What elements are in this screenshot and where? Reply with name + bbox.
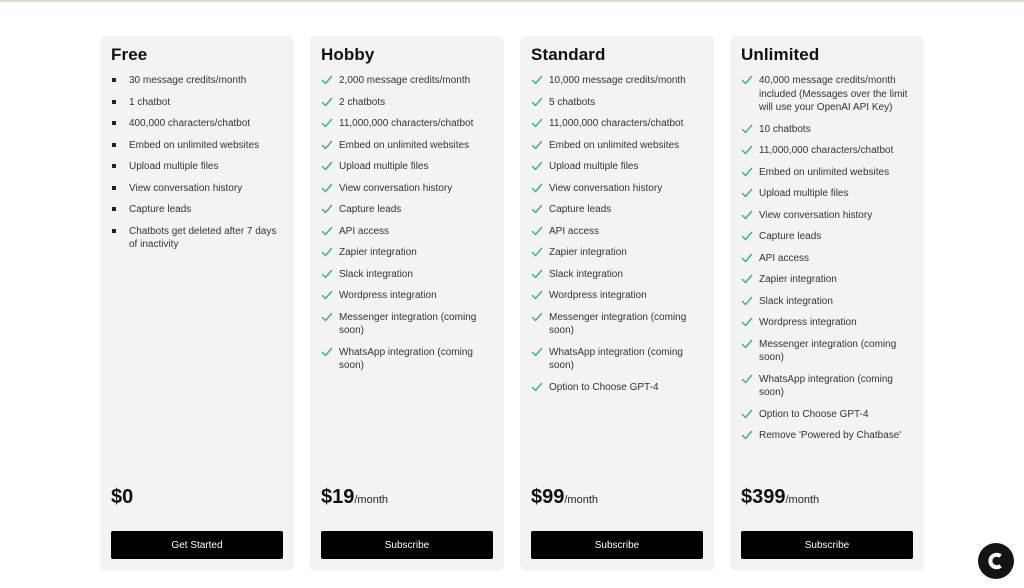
feature-text: 2 chatbots xyxy=(339,96,386,108)
price-period: /month xyxy=(354,494,389,506)
feature-text: WhatsApp integration (coming soon) xyxy=(759,373,893,398)
top-divider xyxy=(0,0,1024,2)
check-icon xyxy=(321,203,333,215)
check-icon xyxy=(321,311,333,323)
feature-item xyxy=(321,289,497,303)
check-icon xyxy=(531,160,543,172)
feature-text: Messenger integration (coming soon) xyxy=(549,311,687,336)
plan-card-standard xyxy=(520,36,714,571)
price-amount: $19 xyxy=(321,486,355,508)
feature-text: Upload multiple files xyxy=(129,161,219,172)
feature-text: Embed on unlimited websites xyxy=(129,139,260,151)
feature-item xyxy=(741,166,917,180)
check-icon xyxy=(531,117,543,129)
feature-text: Slack integration xyxy=(759,295,833,307)
feature-text: API access xyxy=(549,225,600,237)
feature-item xyxy=(111,139,287,153)
feature-item xyxy=(111,160,287,174)
feature-text: View conversation history xyxy=(339,182,453,194)
plan-card-free xyxy=(100,36,294,571)
price-period: /month xyxy=(564,494,599,506)
feature-text: 1 chatbot xyxy=(129,96,171,108)
plan-price xyxy=(111,486,133,509)
feature-text: 11,000,000 characters/chatbot xyxy=(339,118,474,129)
check-icon xyxy=(741,429,753,441)
bullet-icon xyxy=(112,78,116,82)
feature-text: View conversation history xyxy=(759,209,873,221)
feature-text: WhatsApp integration (coming soon) xyxy=(549,346,683,371)
feature-text: Embed on unlimited websites xyxy=(339,139,470,151)
check-icon xyxy=(321,289,333,301)
feature-text: 40,000 message credits/month included (Messages over the limit will use your OpenAI API Key) xyxy=(759,75,908,113)
feature-item xyxy=(531,381,707,395)
feature-item xyxy=(741,429,917,443)
feature-text: Messenger integration (coming soon) xyxy=(339,311,477,336)
feature-text: API access xyxy=(759,252,810,264)
feature-item xyxy=(111,203,287,217)
plan-price xyxy=(741,486,819,509)
feature-item xyxy=(321,160,497,174)
feature-text: Zapier integration xyxy=(759,274,837,285)
check-icon xyxy=(741,230,753,242)
feature-item xyxy=(321,346,497,373)
feature-item xyxy=(531,139,707,153)
feature-item xyxy=(531,346,707,373)
feature-text: Wordpress integration xyxy=(549,290,647,301)
check-icon xyxy=(321,225,333,237)
subscribe-button[interactable]: Subscribe xyxy=(321,531,493,559)
check-icon xyxy=(531,246,543,258)
feature-item xyxy=(531,160,707,174)
feature-text: Option to Choose GPT-4 xyxy=(549,381,659,393)
check-icon xyxy=(741,74,753,86)
feature-item xyxy=(741,123,917,137)
feature-item xyxy=(741,295,917,309)
check-icon xyxy=(531,96,543,108)
feature-item xyxy=(741,144,917,158)
check-icon xyxy=(741,252,753,264)
feature-text: 11,000,000 characters/chatbot xyxy=(549,118,684,129)
chatbase-logo-icon xyxy=(985,550,1007,572)
plan-title: Free xyxy=(111,45,148,64)
plan-card-unlimited xyxy=(730,36,924,571)
feature-text: Embed on unlimited websites xyxy=(549,139,680,151)
feature-text: Slack integration xyxy=(339,268,413,280)
plan-title: Unlimited xyxy=(741,45,820,64)
feature-text: 400,000 characters/chatbot xyxy=(129,118,251,129)
feature-text: WhatsApp integration (coming soon) xyxy=(339,346,473,371)
feature-text: 10 chatbots xyxy=(759,123,811,135)
feature-text: View conversation history xyxy=(129,182,243,194)
bullet-icon xyxy=(112,100,116,104)
feature-text: Zapier integration xyxy=(549,247,627,258)
feature-item xyxy=(321,246,497,260)
feature-item xyxy=(741,209,917,223)
check-icon xyxy=(741,123,753,135)
check-icon xyxy=(741,338,753,350)
feature-item xyxy=(111,96,287,110)
feature-text: Embed on unlimited websites xyxy=(759,166,890,178)
feature-item xyxy=(321,139,497,153)
check-icon xyxy=(531,311,543,323)
bullet-icon xyxy=(112,207,116,211)
price-amount: $399 xyxy=(741,486,786,508)
feature-text: 2,000 message credits/month xyxy=(339,75,471,86)
feature-text: Capture leads xyxy=(129,204,192,215)
feature-text: 10,000 message credits/month xyxy=(549,75,686,86)
feature-item xyxy=(111,117,287,131)
feature-item xyxy=(111,182,287,196)
feature-item xyxy=(321,225,497,239)
check-icon xyxy=(531,268,543,280)
check-icon xyxy=(321,74,333,86)
check-icon xyxy=(531,74,543,86)
feature-item xyxy=(741,338,917,365)
feature-item xyxy=(111,74,287,88)
check-icon xyxy=(741,209,753,221)
check-icon xyxy=(531,182,543,194)
check-icon xyxy=(321,139,333,151)
check-icon xyxy=(321,246,333,258)
bullet-icon xyxy=(112,229,116,233)
feature-item xyxy=(741,408,917,422)
feature-item xyxy=(741,252,917,266)
feature-item xyxy=(321,182,497,196)
feature-item xyxy=(321,311,497,338)
check-icon xyxy=(531,346,543,358)
feature-item xyxy=(321,96,497,110)
plan-price xyxy=(531,486,598,509)
bullet-icon xyxy=(112,164,116,168)
feature-text: Messenger integration (coming soon) xyxy=(759,338,897,363)
check-icon xyxy=(321,182,333,194)
feature-list xyxy=(321,74,497,381)
check-icon xyxy=(321,160,333,172)
price-amount: $0 xyxy=(111,486,134,508)
check-icon xyxy=(531,225,543,237)
check-icon xyxy=(321,268,333,280)
plan-price xyxy=(321,486,388,509)
feature-item xyxy=(531,289,707,303)
feature-item xyxy=(741,74,917,115)
feature-text: Wordpress integration xyxy=(339,290,437,301)
check-icon xyxy=(741,187,753,199)
check-icon xyxy=(741,273,753,285)
plan-title: Hobby xyxy=(321,45,375,64)
feature-item xyxy=(741,273,917,287)
check-icon xyxy=(741,166,753,178)
feature-text: Capture leads xyxy=(549,204,612,215)
check-icon xyxy=(321,117,333,129)
feature-item xyxy=(111,225,287,252)
feature-list xyxy=(111,74,287,260)
subscribe-button[interactable]: Subscribe xyxy=(741,531,913,559)
feature-item xyxy=(531,96,707,110)
feature-text: Slack integration xyxy=(549,268,623,280)
check-icon xyxy=(741,408,753,420)
check-icon xyxy=(531,203,543,215)
check-icon xyxy=(321,96,333,108)
plan-title: Standard xyxy=(531,45,606,64)
bullet-icon xyxy=(112,186,116,190)
check-icon xyxy=(741,373,753,385)
feature-text: 5 chatbots xyxy=(549,96,596,108)
feature-text: Upload multiple files xyxy=(549,161,639,172)
check-icon xyxy=(741,144,753,156)
feature-text: Wordpress integration xyxy=(759,317,857,328)
feature-text: 30 message credits/month xyxy=(129,75,247,86)
subscribe-button[interactable]: Subscribe xyxy=(531,531,703,559)
feature-list xyxy=(531,74,707,402)
feature-text: Upload multiple files xyxy=(759,188,849,199)
feature-item xyxy=(531,225,707,239)
bullet-icon xyxy=(112,143,116,147)
feature-item xyxy=(321,203,497,217)
feature-text: Capture leads xyxy=(759,231,822,242)
feature-item xyxy=(321,74,497,88)
feature-text: Option to Choose GPT-4 xyxy=(759,408,869,420)
feature-text: Upload multiple files xyxy=(339,161,429,172)
feature-item xyxy=(741,316,917,330)
plan-card-hobby xyxy=(310,36,504,571)
price-period: /month xyxy=(785,494,820,506)
feature-item xyxy=(741,373,917,400)
feature-item xyxy=(531,311,707,338)
feature-item xyxy=(321,117,497,131)
feature-item xyxy=(741,230,917,244)
check-icon xyxy=(321,346,333,358)
feature-item xyxy=(531,74,707,88)
feature-item xyxy=(531,203,707,217)
check-icon xyxy=(531,289,543,301)
feature-list xyxy=(741,74,917,451)
feature-text: View conversation history xyxy=(549,182,663,194)
feature-text: Chatbots get deleted after 7 days of inactivity xyxy=(129,225,277,250)
check-icon xyxy=(531,139,543,151)
price-amount: $99 xyxy=(531,486,565,508)
feature-text: 11,000,000 characters/chatbot xyxy=(759,145,894,156)
feature-text: Capture leads xyxy=(339,204,402,215)
feature-item xyxy=(531,246,707,260)
feature-text: Remove 'Powered by Chatbase' xyxy=(759,430,902,441)
feature-item xyxy=(531,268,707,282)
get-started-button[interactable]: Get Started xyxy=(111,531,283,559)
check-icon xyxy=(741,295,753,307)
bullet-icon xyxy=(112,121,116,125)
chat-launcher-button[interactable] xyxy=(978,543,1014,579)
feature-item xyxy=(321,268,497,282)
check-icon xyxy=(531,381,543,393)
feature-item xyxy=(741,187,917,201)
feature-text: Zapier integration xyxy=(339,247,417,258)
check-icon xyxy=(741,316,753,328)
feature-text: API access xyxy=(339,225,390,237)
feature-item xyxy=(531,117,707,131)
pricing-plans xyxy=(100,36,924,571)
feature-item xyxy=(531,182,707,196)
